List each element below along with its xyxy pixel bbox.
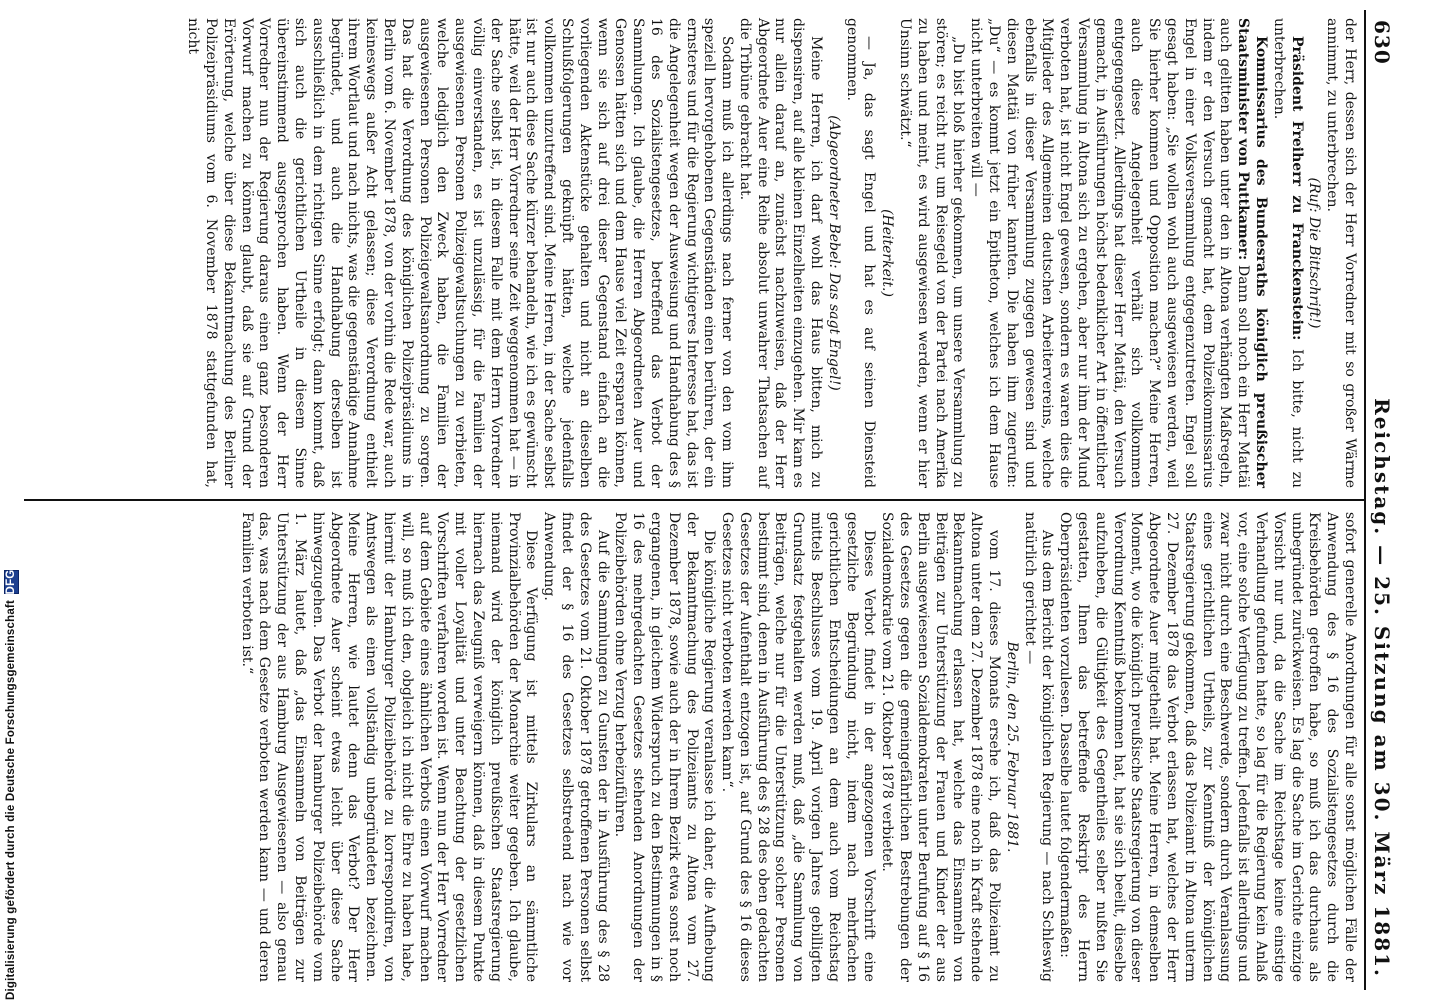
paragraph-text: Meine Herren, ich darf wohl das Haus bitten, mich zu dispensiren, auf alle kleinen Einzelheiten einzugehen. Mir kam es nur allein darauf an, zunächst nachzuweisen, daß der Herr Abgeordnete Auer eine Reihe absolut unwahrer Thatsachen auf die Tribüne gebracht hat.: [736, 18, 825, 488]
speaker-label: Präsident Freiherr zu Franckenstein:: [1288, 36, 1305, 341]
column-divider: [24, 499, 1364, 501]
paragraph: [539, 512, 610, 982]
paragraph: [877, 18, 895, 488]
digitization-credit: [0, 569, 22, 1000]
paragraph: [1322, 18, 1358, 488]
credit-text: Digitalisierung gefördert durch die Deutsche Forschungsgemeinschaft: [5, 600, 17, 1000]
paragraph-text: vom 17. dieses Monats ersehe ich, daß das Polizeiamt zu Altona unter dem 27. Dezember 1878 eine noch in Kraft stehende Bekanntmachung erlassen hat, welche das Einsammeln von Beiträgen zur Unterstützung der Frauen und Kinder der aus Berlin ausgewiesenen Sozialdemokraten unter Berufung auf § 16 des Gesetzes gegen die gemeingefährlichen Bestrebungen der Sozialdemokratie vom 21. Oktober 1878 verbietet.: [879, 511, 1003, 982]
paragraph-text: Dieses Verbot findet in der angezogenen Vorschrift eine gesetzliche Begründung nicht, indem nach mehrfachen gerichtlichen Entscheidungen an dem auch vom Reichstag mittels Beschlusses vom 19. April vorigen Jahres gebilligten Grundsatz festgehalten werden muß, daß „die Sammlung von Beiträgen, welche nur für die Unterstützung solcher Personen bestimmt sind, denen in Ausführung des § 28 des oben gedachten Gesetzes der Aufenthalt entzogen ist, auf Grund des § 16 dieses Gesetzes nicht verboten werden kann“.: [719, 511, 878, 982]
paragraph-text: Diese Verfügung ist mittels Zirkulars an sämmtliche Provinzialbehörden der Monarchie weiter gegeben. Ich glaube, niemand wird der königlich preußischen Staatsregierung hiernach das Zeugniß verweigern können, daß in diesem Punkte mit voller Loyalität und unter Beachtung der gesetzlichen Vorschriften verfahren worden ist. Wenn nun der Herr Vorredner auf dem Gebiete eines ähnlichen Verbots einen Vorwurf machen will, so muß ich den, obgleich ich nicht die Ehre zu haben habe, hiermit der Hamburger Polizeibehörde zu korrespondiren, von Amtswegen als einen vollständig unbegründeten bezeichnen. Meine Herren, wie lautet denn das Verbot? Der Herr Abgeordnete Auer scheint etwas leicht über diese Sache hinwegzugehen. Das Verbot der hamburger Polizeibehörde vom 1. März lautet, daß „das Einsammeln von Beiträgen zur Unterstützung der aus Hamburg Ausgewiesenen — also genau das, was nach dem Gesetze verboten werden kann — und deren Familien verboten ist.“: [238, 511, 540, 982]
column-left: [24, 10, 1364, 496]
paragraph: [966, 18, 1269, 488]
speaker-label: Kommissarius des Bundesraths königlich preußischer Staatsminister von Puttkamer:: [1235, 18, 1270, 488]
page-header: [1364, 10, 1394, 990]
paragraph: [1055, 512, 1358, 982]
paragraph-text: (Abgeordneter Bebel: Das sagt Engel!): [825, 115, 842, 391]
paragraph-text: Die königliche Regierung veranlasse ich daher, die Aufhebung der Bekanntmachung des Polizeiamts zu Altona vom 27. Dezember 1878, sowie auch der in Ihrem Bezirk etwa sonst noch ergangenen, in gleichem Widerspruch zu den Bestimmungen in § 16 des mehrgedachten Gesetzes stehenden Anordnungen der Polizeibehörden ohne Verzug herbeizuführen.: [612, 511, 718, 982]
paragraph-text: (Ruf: Die Bittschrift!): [1306, 177, 1323, 329]
paragraph-text: sofort generelle Anordnungen für alle sonst möglichen Fälle der Anwendung des § 16 des Sozialistengesetzes durch die Kreisbehörden getroffen habe, so muß ich das durchaus als unbegründet zurückweisen. Es lag die Sache im Gerichte einzige Vorsicht nur und, da die Sache im Reichstage keine einstige Verhandlung gefunden hatte, so lag für die Regierung kein Anlaß vor, eine solche Verfügung zu treffen. Jedenfalls ist allerdings und zwar nicht durch eine Beschwerde, sondern durch Veranlassung eines gerichtlichen Urtheils, zur Kenntniß der königlichen Staatsregierung gekommen, daß das Polizeiamt in Altona unterm 27. Dezember 1878 das Verbot erlassen hat, welches der Herr Abgeordnete Auer mitgetheilt hat. Meine Herren, in demselben Moment, wo die königlich preußische Staatsregierung von dieser Verordnung Kenntniß bekommen hat, hat sie sich beeilt, dieselbe aufzuheben, die Gültigkeit des Gegentheiles selber nußten Sie gestatten, Ihnen das betreffende Reskript des Herrn Oberpräsidenten vorzulesen. Dasselbe lautet folgendermaßen:: [1057, 511, 1358, 982]
paragraph: [1020, 512, 1056, 982]
paragraph: [735, 18, 824, 488]
paragraph-text: der Herr, dessen sich der Herr Vorredner mit so großer Wärme annimmt, zu unterbrechen.: [1324, 18, 1358, 488]
column-right: [24, 504, 1364, 990]
paragraph: [842, 18, 878, 488]
paragraph: [183, 18, 735, 488]
paragraph-text: Sodann muß ich allerdings nach ferner von den vom ihm speziell hervorgehobenen Gegenständen einen berühren, der ein ernsteres und für die Regierung wichtigeres Interesse hat, das ist die Angelegenheit wegen der Ausweisung und Handhabung des § 16 des Sozialistengesetzes, betreffend das Verbot der Sammlungen. Ich glaube, die Herren Abgeordneten Auer und Genossen hätten sich und dem Hause viel Zeit ersparen können, wenn sie sich auf drei dieser Gegenstand einfach an die vorliegenden Aktenstücke gehalten und nicht an dieselben Schlußfolgerungen geknüpft hätten, welche jedenfalls vollkommen unzutreffend sind. Meine Herren, in der Sache selbst ist nur auch diese Sache kürzer behandeln, wie ich es gewünscht hätte, weil der Herr Vorredner seine Zeit weggenommen hat — in der Sache selbst ist, in diesem Falle mit dem Herrn Vorredner völlig einverstanden, es ist unzulässig, für die Familien der ausgewiesenen Personen Polizeigewaltsuchungen zu verbieten, welche lediglich den Zweck haben, die Familien der ausgewiesenen Personen Polizeigewaltsanordnung zu sorgen. Das hat die Verordnung des königlichen Polizeipräsidiums in Berlin vom 6. November 1878, von der vorhin die Rede war, auch keineswegs außer Acht gelassen; diese Verordnung enthielt ihrem Wortlaut und nach nichts, was die gegenständige Annahme begründet, und auch die Handhabung derselben ist ausschließlich in dem richtigen Sinne erfolgt; dann kommt, daß sich auch die gerichtlichen Urtheile in diesem Sinne übereinstimmend ausgesprochen haben. Wenn der Herr Vorredner nun der Regierung daraus einen ganz besonderen Vorwurf machen zu können glaubt, daß sie auf Grund der Erörterung, welche über diese Bekanntmachung des Berliner Polizeipräsidiums vom 6. November 1878 stattgefunden hat, nicht: [185, 18, 736, 488]
page-number: 630: [1370, 20, 1394, 65]
paragraph: [237, 512, 540, 982]
paragraph: [824, 18, 842, 488]
paragraph: [1305, 18, 1323, 488]
paragraph-text: Dann soll noch ein Herr Mattäi auch gelitten haben unter den in Altona verhängten Maßregeln, indem er den Versuch gemacht hat, dem Polizeikommissarius Engel in einer Volksversammlung entgegenzutreten. Engel soll gesagt haben: „Sie wollen wohl auch ausgewiesen werden, weil Sie hierher kommen und Opposition machen?“ Meine Herren, auch diese Angelegenheit verhält sich vollkommen entgegengesetzt. Allerdings hat dieser Herr Mattäi, den Versuch gemacht, in Ausführungen höchst bedenklicher Art in öffentlicher Versammlung in Altona sich zu ergehen, aber nur ihm der Mund verboten hat, ist nicht Engel gewesen, sondern es waren dies die Mitglieder des Allgemeinen deutschen Arbeitervereins, welche ebenfalls in dieser Versammlung zugegen gewesen sind und diesen Mattäi von früher kannten. Die haben ihm zugerufen: „Du“ — es kommt jetzt ein Epitheton, welches ich dem Hause nicht unterbreiten will —: [968, 18, 1252, 488]
paragraph: [1002, 512, 1020, 982]
paragraph: [895, 18, 966, 488]
paragraph: [611, 512, 718, 982]
running-title: Reichstag. — 25. Sitzung am 30. März 1881.: [1370, 398, 1394, 978]
paragraph: [1269, 18, 1305, 488]
text-columns: [24, 10, 1364, 990]
paragraph-text: Auf die Sammlungen zu Gunsten der in Ausführung des § 28 des Gesetzes vom 21. Oktober 1878 getroffenen Personen selbst findet der § 16 des Gesetzes selbstredend nach wie vor Anwendung.: [541, 511, 611, 982]
paragraph-text: — Ja, das sagt Engel und hat es auf seinen Diensteid genommen.: [843, 18, 878, 488]
paragraph-text: (Heiterkeit.): [879, 209, 896, 297]
paragraph-text: „Du bist bloß hierher gekommen, um unsere Versammlung zu stören; es reicht nur, um Reisegeld von der Partei nach Amerika zu haben und meint, es wird ausgewiesen werden, wenn er hier Unsinn schwätzt.“: [897, 18, 967, 488]
paragraph-text: Aus dem Bericht der königlichen Regierung — nach Schleswig natürlich gerichtet —: [1021, 511, 1056, 982]
paragraph: [717, 512, 877, 982]
paragraph: [877, 512, 1002, 982]
paragraph-text: Ich bitte, nicht zu unterbrechen.: [1270, 18, 1305, 488]
paragraph-text: Berlin, den 25. Februar 1881.: [1003, 641, 1020, 853]
dfg-logo: DFG: [5, 569, 17, 595]
